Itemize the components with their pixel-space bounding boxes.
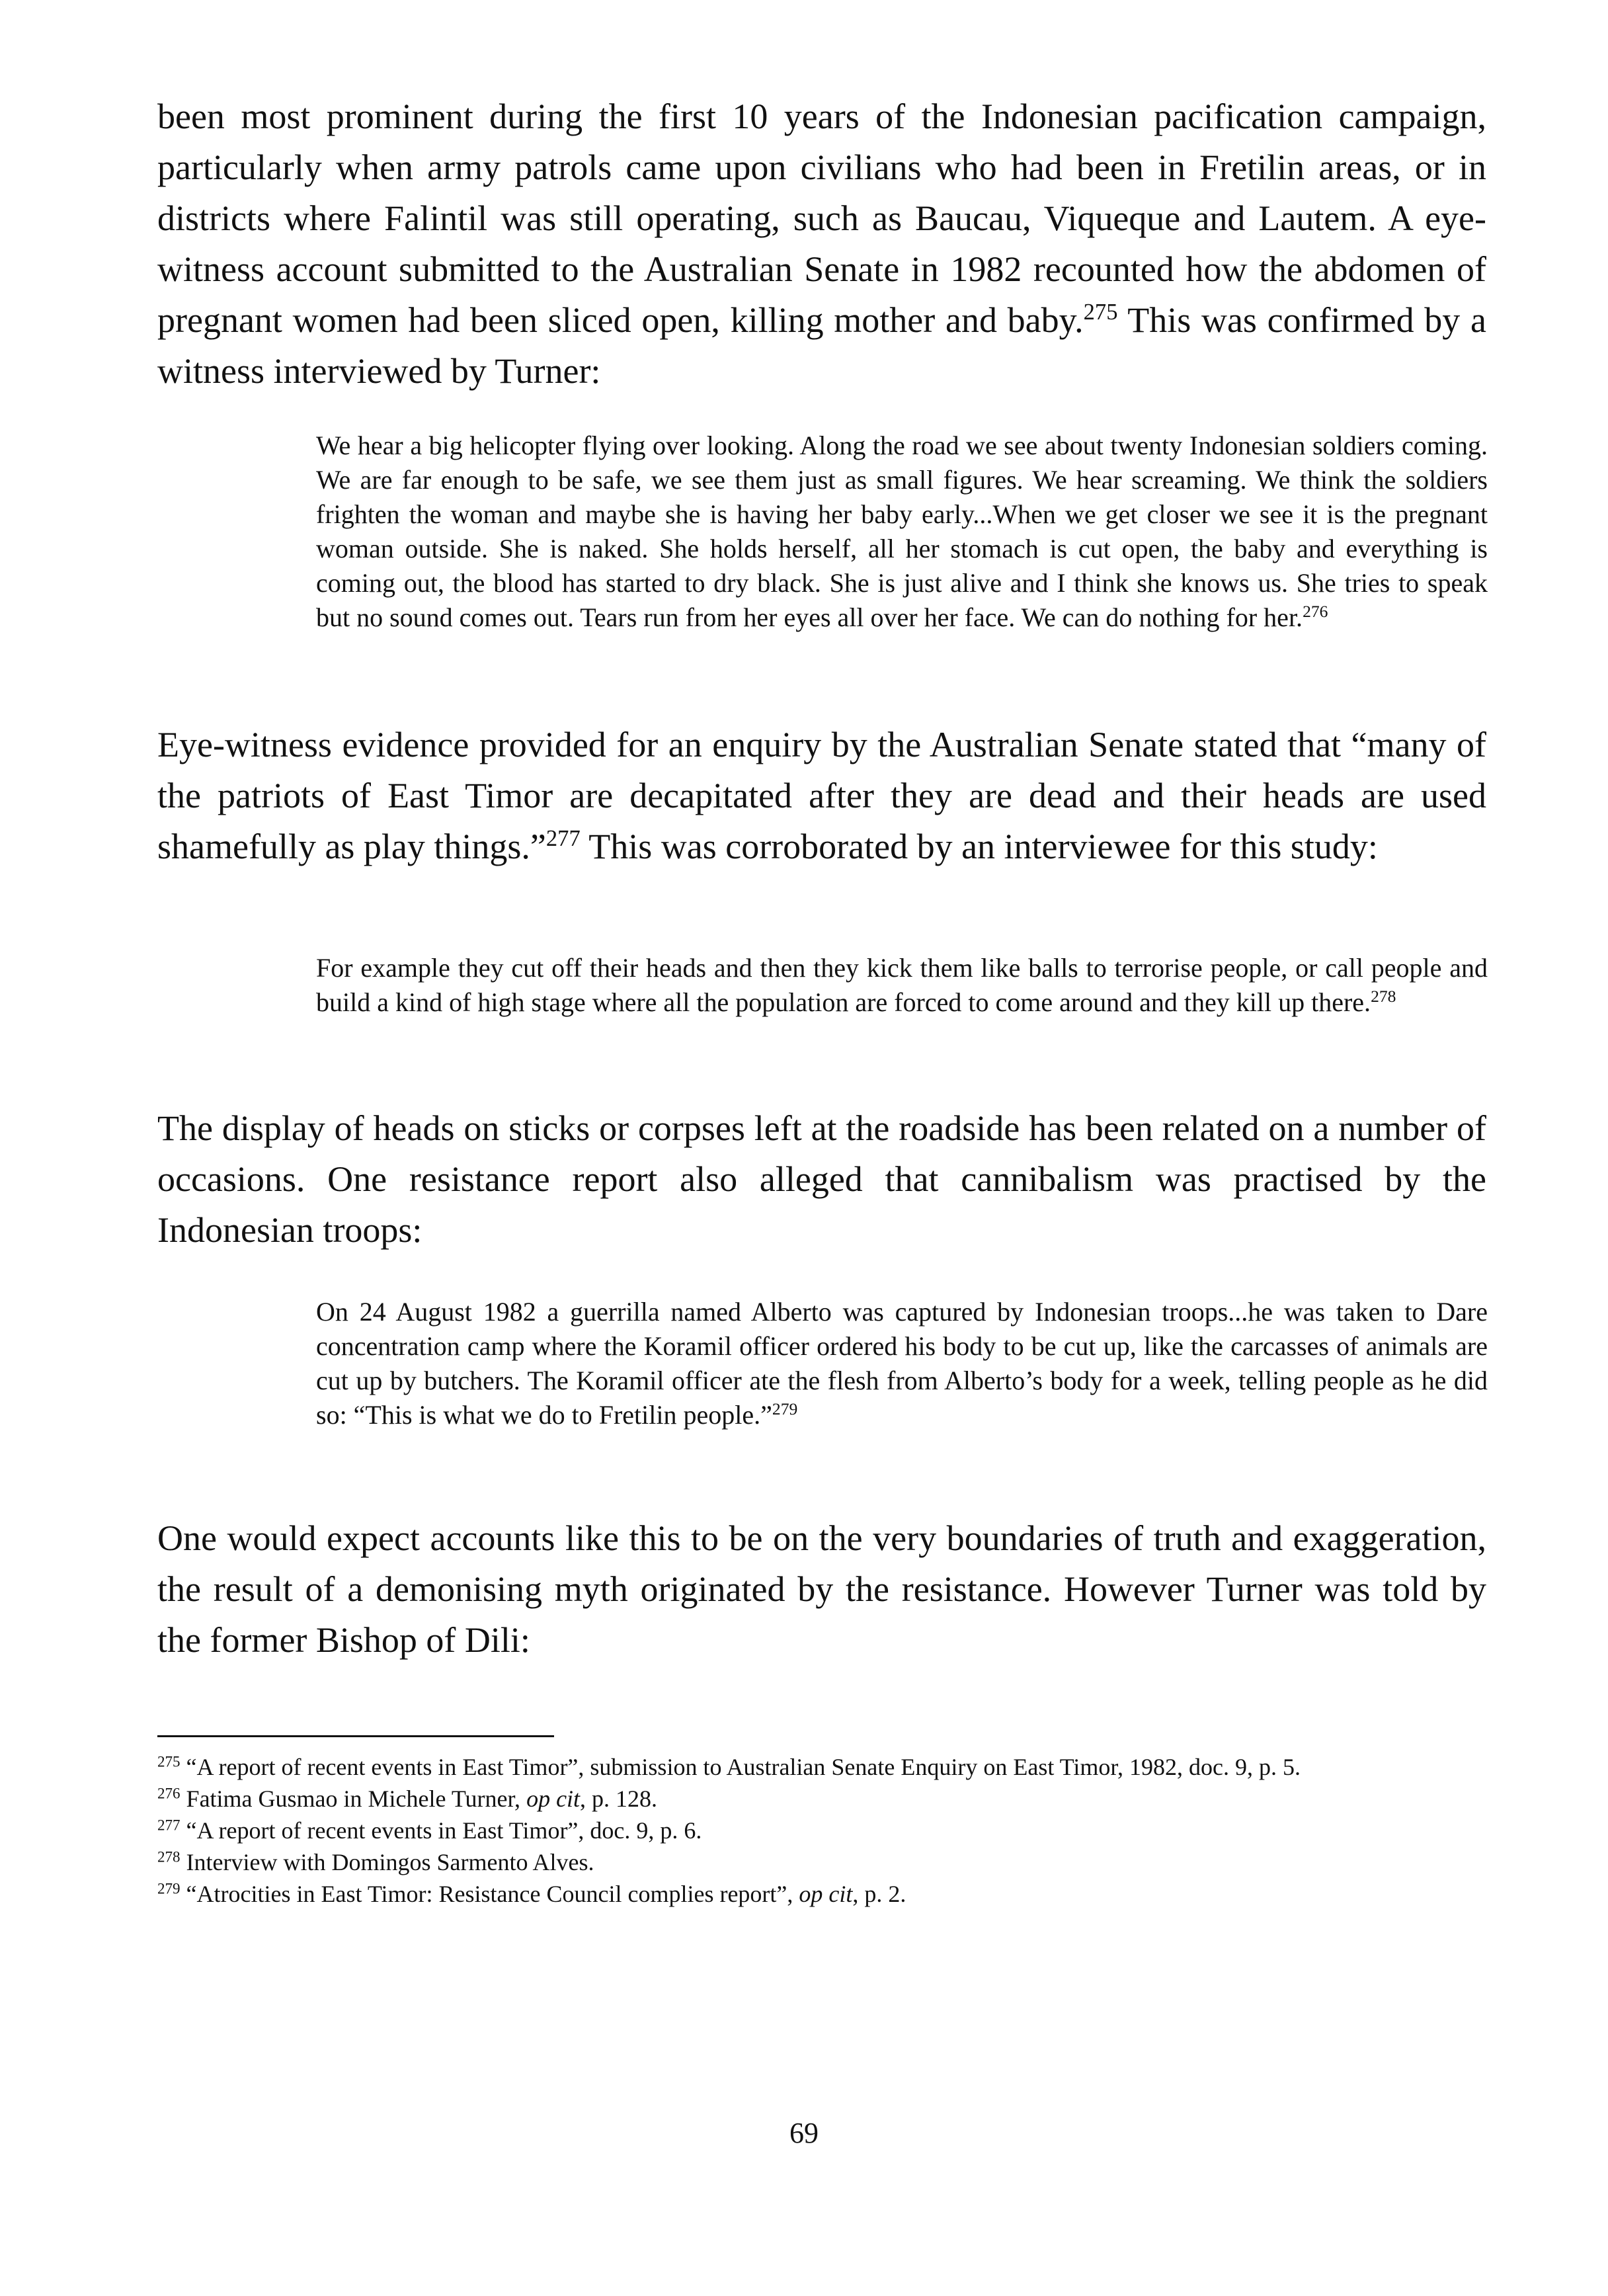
footnote-ref-276: 276: [1303, 601, 1328, 621]
page-number: 69: [789, 2117, 819, 2149]
footnote-ref-279: 279: [772, 1399, 798, 1418]
block-quote-1: We hear a big helicopter flying over looking. Along the road we see about twenty Indonesian soldiers coming. We are far enough to be safe, we see them just as small figures. We hear screaming. We think the soldiers frighten the woman and maybe she is having her baby early...When we get closer we see it is the pregnant woman outside. She is naked. She holds herself, all her stomach is cut open, the baby and everything is coming out, the blood has started to dry black. She is just alive and I think she knows us. She tries to speak but no sound comes out. Tears run from her eyes all over her face. We can do nothing for her.$^{276}$: [316, 430, 1488, 632]
body-paragraph-4: One would expect accounts like this to be on the very boundaries of truth and exaggeration, the result of a demonising myth originated by the resistance. However Turner was told by the former Bishop of Dili:: [157, 1518, 1486, 1660]
footnote-ref-278: 278: [1371, 986, 1396, 1006]
footnote-278: $^{278}$ Interview with Domingos Sarmento Alves.: [157, 1848, 594, 1875]
block-quote-3: On 24 August 1982 a guerrilla named Alberto was captured by Indonesian troops...he was taken to Dare concentration camp where the Koramil officer ordered his body to be cut up, like the carcasses of animals are cut up by butchers. The Koramil officer ate the flesh from Alberto’s body for a week, telling people as he did so: “This is what we do to Fretilin people.”$^{279}$: [316, 1297, 1488, 1430]
body-paragraph-1: been most prominent during the first 10 years of the Indonesian pacification campaign, particularly when army patrols came upon civilians who had been in Fretilin areas, or in districts where Falintil was still operating, such as Baucau, Viqueque and Lautem. A eye-witness account submitted to the Australian Senate in 1982 recounted how the abdomen of pregnant women had been sliced open, killing mother and baby.$^{275}$ This was confirmed by a witness interviewed by Turner:: [157, 97, 1486, 391]
body-paragraph-2: Eye-witness evidence provided for an enquiry by the Australian Senate stated that “many of the patriots of East Timor are decapitated after they are dead and their heads are used shamefully as play things.”$^{277}$ This was corroborated by an interviewee for this study:: [157, 725, 1486, 866]
body-paragraph-3: The display of heads on sticks or corpses left at the roadside has been related on a number of occasions. One resistance report also alleged that cannibalism was practised by the Indonesian troops:: [157, 1108, 1486, 1250]
footnote-277: $^{277}$ “A report of recent events in East Timor”, doc. 9, p. 6.: [157, 1816, 702, 1844]
footnote-275: $^{275}$ “A report of recent events in East Timor”, submission to Australian Senate Enquiry on East Timor, 1982, doc. 9, p. 5.: [157, 1752, 1301, 1780]
footnote-ref-275: 275: [1083, 300, 1118, 325]
footnote-276: $^{276}$ Fatima Gusmao in Michele Turner, op cit, p. 128.: [157, 1784, 658, 1812]
block-quote-2: For example they cut off their heads and then they kick them like balls to terrorise people, or call people and build a kind of high stage where all the population are forced to come around and they kill up there.$^{278}$: [316, 953, 1488, 1017]
footnote-ref-277: 277: [545, 826, 581, 851]
footnote-279: $^{279}$ “Atrocities in East Timor: Resistance Council complies report”, op cit, p. 2.: [157, 1879, 906, 1907]
footnote-divider: [157, 1735, 554, 1737]
footnotes: [157, 1751, 1533, 1910]
